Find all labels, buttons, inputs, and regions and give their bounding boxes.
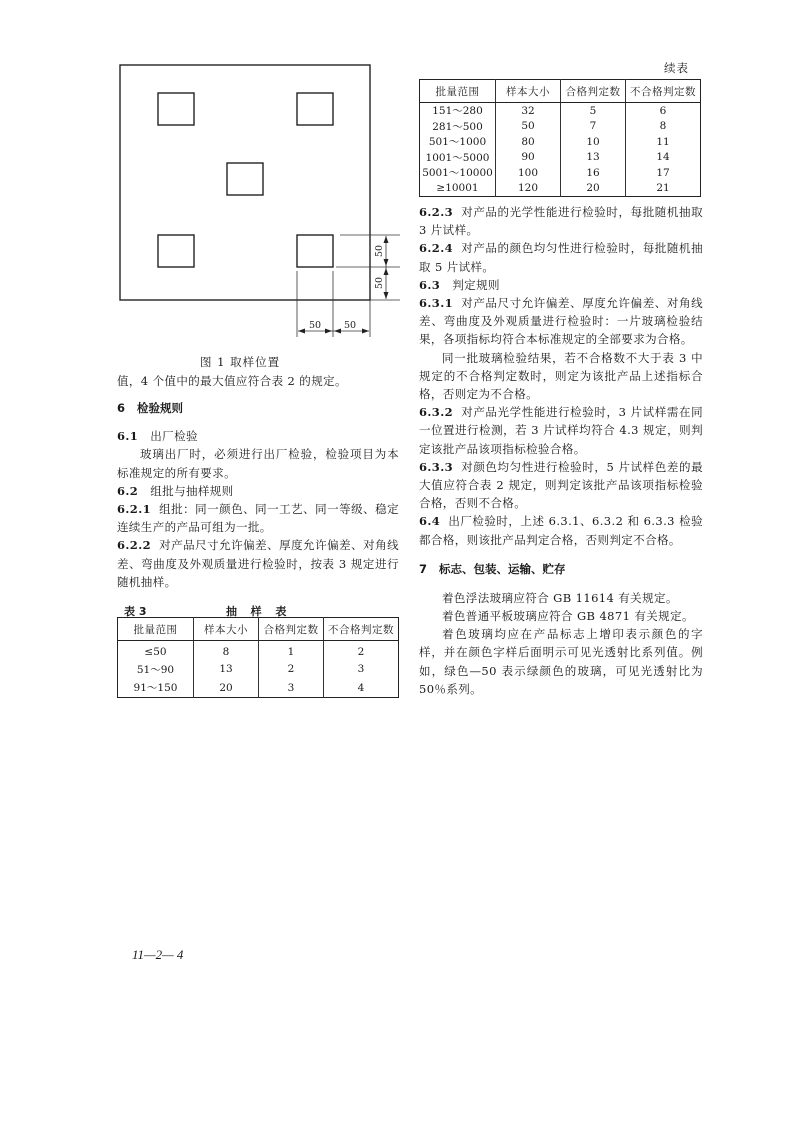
continued-table-label: 续表 xyxy=(664,61,689,75)
section-text: 组批：同一颜色、同一工艺、同一等级、稳定连续生产的产品可组为一批。 xyxy=(117,502,399,535)
table-row xyxy=(420,181,701,197)
section-number: 7 xyxy=(419,561,428,576)
dim-label-horizontal-2: 50 xyxy=(344,320,357,331)
section-6-1-heading xyxy=(117,427,399,445)
section-number: 6.3.1 xyxy=(419,296,454,311)
section-text: 对产品的光学性能进行检验时，每批随机抽取 3 片试样。 xyxy=(419,205,703,238)
column-header: 样本大小 xyxy=(496,80,561,103)
section-6-2-4 xyxy=(419,239,703,275)
table-cell: 91～150 xyxy=(133,682,178,695)
table-cell: ≥10001 xyxy=(436,182,479,195)
section-number: 6.3.3 xyxy=(419,459,454,474)
table-row xyxy=(118,641,399,660)
table-cell: 7 xyxy=(561,119,626,135)
table-cell: 120 xyxy=(496,181,561,197)
sampling-table xyxy=(117,617,399,698)
table-cell: 13 xyxy=(194,660,259,679)
figure-sampling-positions xyxy=(110,55,410,355)
section-number: 6 xyxy=(117,401,126,416)
page-number: 11—2— 4 xyxy=(132,947,184,962)
table-cell: ≤50 xyxy=(144,645,167,658)
table-row xyxy=(420,103,701,119)
table-cell: 1 xyxy=(259,641,324,660)
table-cell: 32 xyxy=(496,103,561,119)
column-header: 批量范围 xyxy=(118,618,194,641)
table-cell: 2 xyxy=(324,641,399,660)
table-cell: 5001～10000 xyxy=(422,167,493,180)
section-6-2-heading xyxy=(117,482,399,500)
section-6-2-3 xyxy=(419,203,703,239)
column-header: 合格判定数 xyxy=(561,80,626,103)
section-text: 对产品尺寸允许偏差、厚度允许偏差、对角线差、弯曲度及外观质量进行检验时，按表 3 规定进行随机抽样。 xyxy=(117,538,399,589)
section-number: 6.2.3 xyxy=(419,205,454,219)
section-6-2-1 xyxy=(117,500,399,536)
column-header: 不合格判定数 xyxy=(626,80,701,103)
section-6-heading xyxy=(117,400,399,416)
table-cell: 20 xyxy=(194,679,259,698)
table-cell: 6 xyxy=(626,103,701,119)
section-7-paragraph-1: 着色浮法玻璃应符合 GB 11614 有关规定。 xyxy=(442,590,678,605)
section-number: 6.1 xyxy=(117,429,139,444)
table-row xyxy=(420,150,701,166)
paragraph-fig-note: 值，4 个值中的最大值应符合表 2 的规定。 xyxy=(117,374,347,388)
table-cell: 501～1000 xyxy=(428,136,487,149)
table-cell: 50 xyxy=(496,119,561,135)
figure-caption: 图 1 取样位置 xyxy=(200,355,281,369)
sampling-table-continued xyxy=(419,79,701,197)
table-cell: 80 xyxy=(496,134,561,150)
section-text: 对产品尺寸允许偏差、厚度允许偏差、对角线差、弯曲度及外观质量进行检验时：一片玻璃检验结果，各项指标均符合本标准规定的全部要求为合格。 xyxy=(419,296,703,347)
table-cell: 151～280 xyxy=(432,105,483,118)
table-cell: 90 xyxy=(496,150,561,166)
section-7-paragraph-2: 着色普通平板玻璃应符合 GB 4871 有关规定。 xyxy=(442,609,694,624)
right-column xyxy=(419,203,703,698)
section-number: 6.4 xyxy=(419,514,441,529)
section-6-2-2 xyxy=(117,536,399,591)
table-row xyxy=(118,660,399,679)
table-cell: 10 xyxy=(561,134,626,150)
table-cell: 16 xyxy=(561,165,626,181)
table-header-row xyxy=(118,618,399,641)
table-cell: 14 xyxy=(626,150,701,166)
table-cell: 5 xyxy=(561,103,626,119)
section-title: 标志、包装、运输、贮存 xyxy=(439,561,566,576)
section-6-3-1-continued: 同一批玻璃检验结果，若不合格数不大于表 3 中规定的不合格判定数时，则定为该批产品上述指标合格，否则定为不合格。 xyxy=(419,350,703,402)
section-6-3-3 xyxy=(419,458,703,513)
section-7-heading xyxy=(419,561,703,577)
column-header: 批量范围 xyxy=(420,80,496,103)
table-cell: 3 xyxy=(324,660,399,679)
dim-label-vertical-2: 50 xyxy=(374,276,385,289)
table-cell: 1001～5000 xyxy=(425,151,490,164)
table-cell: 3 xyxy=(259,679,324,698)
table-cell: 8 xyxy=(626,119,701,135)
table-cell: 51～90 xyxy=(136,663,175,676)
column-header: 样本大小 xyxy=(194,618,259,641)
column-header: 合格判定数 xyxy=(259,618,324,641)
table-row xyxy=(420,119,701,135)
left-column xyxy=(117,372,399,591)
table-cell: 13 xyxy=(561,150,626,166)
section-text: 对产品光学性能进行检验时，3 片试样需在同一位置进行检测，若 3 片试样均符合 4.3 规定，则判定该批产品该项指标检验合格。 xyxy=(419,405,703,456)
section-text: 对产品的颜色均匀性进行检验时，每批随机抽取 5 片试样。 xyxy=(419,241,703,274)
table-cell: 4 xyxy=(324,679,399,698)
section-6-1-text: 玻璃出厂时，必须进行出厂检验，检验项目为本标准规定的所有要求。 xyxy=(117,447,399,480)
table3-label: 表 3 xyxy=(124,605,147,618)
section-number: 6.3.2 xyxy=(419,405,454,420)
dim-label-vertical-1: 50 xyxy=(374,244,385,257)
section-title: 出厂检验 xyxy=(150,429,198,444)
column-header: 不合格判定数 xyxy=(324,618,399,641)
table3-title: 抽 样 表 xyxy=(226,605,289,618)
table-cell: 2 xyxy=(259,660,324,679)
section-6-4 xyxy=(419,512,703,548)
section-6-3-2 xyxy=(419,403,703,458)
section-6-3-1 xyxy=(419,294,703,349)
section-number: 6.2.4 xyxy=(419,241,454,256)
table-cell: 8 xyxy=(194,641,259,660)
section-title: 判定规则 xyxy=(452,277,500,292)
table-row xyxy=(118,679,399,698)
table-cell: 20 xyxy=(561,181,626,197)
table-row xyxy=(420,134,701,150)
section-number: 6.2 xyxy=(117,483,139,498)
section-title: 检验规则 xyxy=(137,401,184,416)
table-cell: 21 xyxy=(626,181,701,197)
dim-label-horizontal-1: 50 xyxy=(309,320,322,331)
section-text: 出厂检验时，上述 6.3.1、6.3.2 和 6.3.3 检验都合格，则该批产品判定合格，否则判定不合格。 xyxy=(419,514,703,547)
table-cell: 100 xyxy=(496,165,561,181)
table-header-row xyxy=(420,80,701,103)
section-number: 6.3 xyxy=(419,277,441,292)
section-number: 6.2.1 xyxy=(117,502,152,517)
table-cell: 11 xyxy=(626,134,701,150)
section-6-3-heading xyxy=(419,276,703,294)
table-cell: 281～500 xyxy=(432,120,483,133)
section-number: 6.2.2 xyxy=(117,538,152,553)
table-cell: 17 xyxy=(626,165,701,181)
section-7-paragraph-3: 着色玻璃均应在产品标志上增印表示颜色的字样，并在颜色字样后面明示可见光透射比系列值。例如，绿色—50 表示绿颜色的玻璃，可见光透射比为 50％系列。 xyxy=(419,627,703,696)
section-title: 组批与抽样规则 xyxy=(150,483,234,498)
section-text: 对颜色均匀性进行检验时，5 片试样色差的最大值应符合表 2 规定，则判定该批产品该项指标检验合格，否则不合格。 xyxy=(419,459,703,511)
table-row xyxy=(420,165,701,181)
